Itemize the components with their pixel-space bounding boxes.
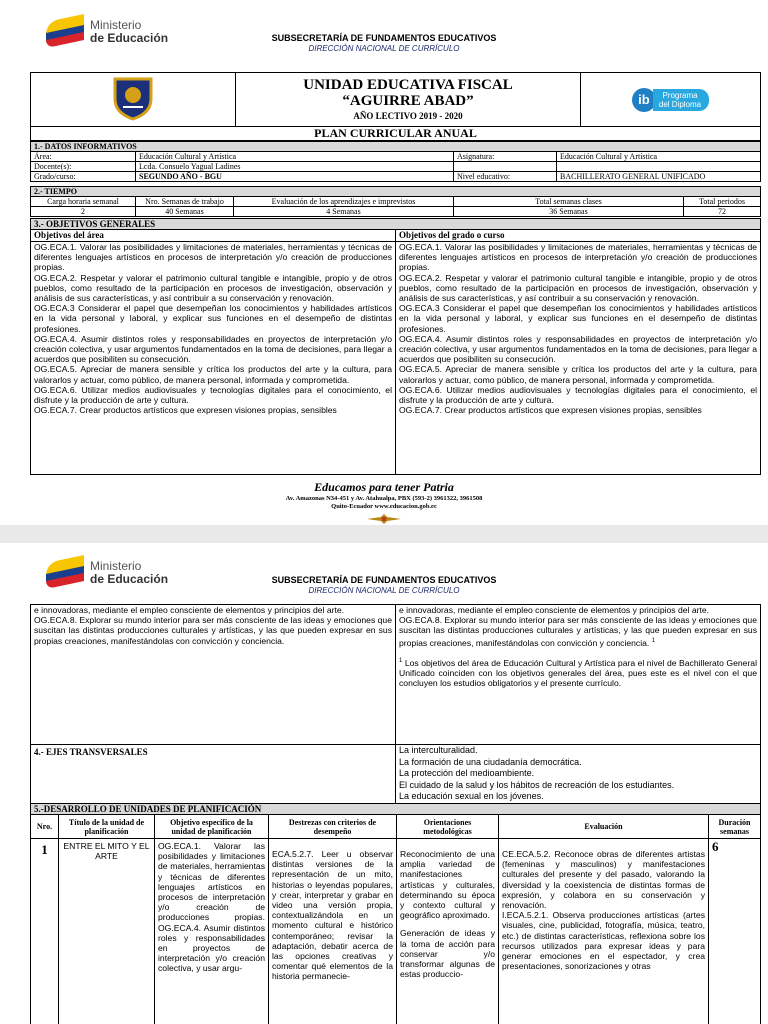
row-orientacion-2: Generación de ideas y la toma de acción para conservar y/o transformar algunas de estas produccio- [400,928,495,980]
tiempo-v4: 36 Semanas [454,207,684,217]
objetivos-continuation-table [30,604,761,804]
area-obj-6: OG.ECA.6. Utilizar medios audiovisuales y tecnologías digitales para el conocimiento, el disfrute y la producción de arte y cultura. [34,384,392,406]
footnote-text: Los objetivos del área de Educación Cultural y Artística para el nivel de Bachillerato General Unificado coinciden con los objetivos generales del área, pues este es el nivel con el que concluyen los estudios obligatorios y el presente currículo. [399,657,757,688]
sec3-title: 3.- OBJETIVOS GENERALES [31,219,761,230]
ministry-line1: Ministerio [90,559,142,573]
footer-address-2: Quito-Ecuador www.educacion.gob.ec [331,503,437,510]
row-destrezas: ECA.5.2.7. Leer u observar distintas versiones de la representación de un mito, historias o leyendas populares, y crear, interpretar y grabar en video una versión propia, contextualizándola en un momento cultural e histórico contemporáneo; revisar la adaptación, debatir acerca de las opciones creativas y comentar qué elementos de la historia permanecie- [269,839,397,1024]
ministry-line1: Ministerio [90,18,142,32]
grado-objectives [396,242,761,475]
sec1-title: 1.- DATOS INFORMATIVOS [31,142,761,152]
eje-item: La protección del medioambiente. [399,768,535,779]
ejes-list [396,745,761,804]
footer-slogan: Educamos para tener Patria [314,480,454,494]
row-evaluacion-1: CE.ECA.5.2. Reconoce obras de diferentes artistas (femeninas y masculinos) y manifestaciones culturales del presente y del pasado, valorando la diversidad y la coexistencia de distintas formas de expresión, y colabora en su conservación y renovación. [502,849,705,911]
col-grado-header: Objetivos del grado o curso [396,230,761,242]
eje-item: La formación de una ciudadanía democrática. [399,756,582,767]
tiempo-v1: 2 [31,207,136,217]
tiempo-h3: Evaluación de los aprendizajes e imprevistos [234,197,454,207]
footnote-ref: 1 [651,637,656,644]
area-label: Área: [31,152,136,162]
asignatura-value: Educación Cultural y Artística [557,152,761,162]
col-evaluacion: Evaluación [499,815,709,839]
grado-obj-7-cont: e innovadoras, mediante el empleo consciente de elementos y principios del arte. [399,605,710,615]
docente-label: Docente(s): [31,162,136,172]
grado-obj-3: OG.ECA.3 Considerar el papel que desempeñan los conocimientos y habilidades artísticos en la vida personal y laboral, y explicar sus funciones en el desempeño de distintas profesiones. [399,303,758,334]
ministry-line2: de Educación [90,31,169,45]
ib-line1: Programa [662,90,698,100]
row-nro: 1 [31,839,59,1024]
sec2-title: 2.- TIEMPO [31,187,761,197]
area-value: Educación Cultural y Artística [136,152,454,162]
school-crest-cell [31,73,236,127]
grado-obj-8: OG.ECA.8. Explorar su mundo interior para ser más consciente de las ideas y emociones que suscitan las distintas producciones culturales y artísticas, y las que pueden expresar en sus propias creaciones, manifestándolas con convicción y conciencia. [399,615,757,648]
area-obj-7-cont: e innovadoras, mediante el empleo consciente de elementos y principios del arte. [34,605,345,615]
school-name: UNIDAD EDUCATIVA FISCAL [303,76,513,93]
grado-obj-4: OG.ECA.4. Asumir distintos roles y responsabilidades en proyectos de interpretación y/o creación colectiva, y usar argumentos fundamentados en la toma de decisiones, para llegar a acuerdos que posibiliten su consecución. [399,333,758,365]
grado-obj-5: OG.ECA.5. Apreciar de manera sensible y crítica los productos del arte y la cultura, para valorarlos y actuar, como público, de manera personal, informada y comprometida. [399,364,758,385]
plan-title: PLAN CURRICULAR ANUAL [31,127,761,141]
eje-item: El cuidado de la salud y los hábitos de recreación de los estudiantes. [399,779,675,790]
row-evaluacion-2: I.ECA.5.2.1. Observa producciones artísticas (artes visuales, cine, publicidad, fotografía, música, teatro, etc.) de distintas características, reflexiona sobre los recursos utilizados para expresar ideas y para generar emociones en el espectador, y crea presentaciones, sonorizaciones y otras [502,910,705,972]
document-page-2 [0,543,768,1024]
tiempo-v5: 72 [684,207,761,217]
nivel-label: Nivel educativo: [454,172,557,182]
school-year: AÑO LECTIVO 2019 - 2020 [353,110,463,121]
ib-line2: del Diploma [658,99,702,109]
col-duracion: Duración semanas [709,815,761,839]
asignatura-label: Asignatura: [454,152,557,162]
tiempo-h2: Nro. Semanas de trabajo [136,197,234,207]
col-area-header: Objetivos del área [31,230,396,242]
area-obj-2: OG.ECA.2. Respetar y valorar el patrimonio cultural tangible e intangible, propio y de otros pueblos, como resultado de la participación en procesos de investigación, observación y análisis de sus características, y así contribuir a su conservación y renovación. [34,272,392,304]
col-titulo: Título de la unidad de planificación [59,815,155,839]
area-obj-4: OG.ECA.4. Asumir distintos roles y responsabilidades en proyectos de interpretación y/o creación colectiva, y usar argumentos fundamentados en la toma de decisiones, para llegar a acuerdos que posibiliten su consecución. [34,333,392,365]
col-nro: Nro. [31,815,59,839]
area-objectives [31,242,396,475]
condor-emblem-icon [367,514,401,524]
row-duracion: 6 [709,839,761,1024]
ib-diploma-logo [632,88,709,112]
grado-obj-2: OG.ECA.2. Respetar y valorar el patrimonio cultural tangible e intangible, propio y de otros pueblos, como resultado de la participación en procesos de investigación, observación y análisis de sus características, y así contribuir a su conservación y renovación. [399,272,758,304]
row-titulo: ENTRE EL MITO Y EL ARTE [59,839,155,1024]
nivel-value: BACHILLERATO GENERAL UNIFICADO [557,172,761,182]
page-footer [0,480,768,525]
school-header-table [30,72,761,141]
ministry-line2: de Educación [90,572,169,586]
ib-mark: ib [632,88,656,112]
grado-objectives-cont [396,605,761,745]
school-name-2: “AGUIRRE ABAD” [342,92,474,109]
sec4-title: 4.- EJES TRANSVERSALES [31,745,396,804]
area-obj-1: OG.ECA.1. Valorar las posibilidades y limitaciones de materiales, herramientas y técnicas de diferentes lenguajes artísticos en procesos de interpretación y/o creación de producciones propias. [34,242,392,273]
grado-value: SEGUNDO AÑO - BGU [136,172,454,182]
direccion-title: DIRECCIÓN NACIONAL DE CURRÍCULO [308,44,460,53]
footer-address-1: Av. Amazonas N34-451 y Av. Atahualpa, PBX (593-2) 3961322, 3961508 [285,495,483,502]
sec5-title: 5.-DESARROLLO DE UNIDADES DE PLANIFICACIÓN [31,804,761,815]
area-objectives-cont [31,605,396,745]
school-crest-icon [109,73,157,121]
col-destrezas: Destrezas con criterios de desempeño [269,815,397,839]
direccion-title: DIRECCIÓN NACIONAL DE CURRÍCULO [308,586,460,595]
tiempo-v2: 40 Semanas [136,207,234,217]
table-row [31,839,761,1024]
objetivos-generales-table [30,218,761,475]
grado-obj-7: OG.ECA.7. Crear productos artísticos que expresen visiones propias, sensibles [399,405,702,416]
area-obj-5: OG.ECA.5. Apreciar de manera sensible y crítica los productos del arte y la cultura, para valorarlos y actuar, como público, de manera personal, informada y comprometida. [34,364,392,385]
footnote-mark: 1 [399,657,403,664]
row-orientacion-1: Reconocimiento de una amplia variedad de manifestaciones artísticas y culturales, determinando su época y contexto cultural y geográfico aproximado. [400,849,495,921]
area-obj-7: OG.ECA.7. Crear productos artísticos que expresen visiones propias, sensibles [34,405,337,416]
tiempo-table [30,186,761,217]
subsecretaria-title: SUBSECRETARÍA DE FUNDAMENTOS EDUCATIVOS [271,33,497,43]
eje-item: La interculturalidad. [399,745,478,755]
col-orientaciones: Orientaciones metodológicas [397,815,499,839]
grado-obj-1: OG.ECA.1. Valorar las posibilidades y limitaciones de materiales, herramientas y técnicas de diferentes lenguajes artísticos en procesos de interpretación y/o creación de producciones propias. [399,242,758,273]
row-objetivo: OG.ECA.1. Valorar las posibilidades y limitaciones de materiales, herramientas y técnicas de diferentes lenguajes artísticos en procesos de interpretación y/o creación de producciones propias. OG.ECA.4. Asumir distintos roles y responsabilidades en proyectos de interpretación y/o creación colectiva, y usar argu- [155,839,269,1024]
tiempo-v3: 4 Semanas [234,207,454,217]
subsecretaria-title: SUBSECRETARÍA DE FUNDAMENTOS EDUCATIVOS [271,575,497,585]
unidades-table [30,803,761,1024]
datos-informativos-table [30,141,761,182]
grado-obj-6: OG.ECA.6. Utilizar medios audiovisuales y tecnologías digitales para el conocimiento, el disfrute y la producción de arte y cultura. [399,384,758,406]
docente-value: Lcda. Consuelo Yagual Ladines [136,162,454,172]
col-objetivo: Objetivo específico de la unidad de planificación [155,815,269,839]
grado-label: Grado/curso: [31,172,136,182]
tiempo-h4: Total semanas clases [454,197,684,207]
area-obj-3: OG.ECA.3 Considerar el papel que desempeñan los conocimientos y habilidades artísticos en la vida personal y laboral, y explicar sus funciones en el desempeño de distintas profesiones. [34,303,392,334]
tiempo-h1: Carga horaria semanal [31,197,136,207]
tiempo-h5: Total periodos [684,197,761,207]
area-obj-8: OG.ECA.8. Explorar su mundo interior para ser más consciente de las ideas y emociones que suscitan las distintas producciones culturales y artísticas, y las que pueden expresar en sus propias creaciones, manifestándolas con convicción y conciencia. [34,615,392,646]
eje-item: La educación sexual en los jóvenes. [399,791,544,802]
